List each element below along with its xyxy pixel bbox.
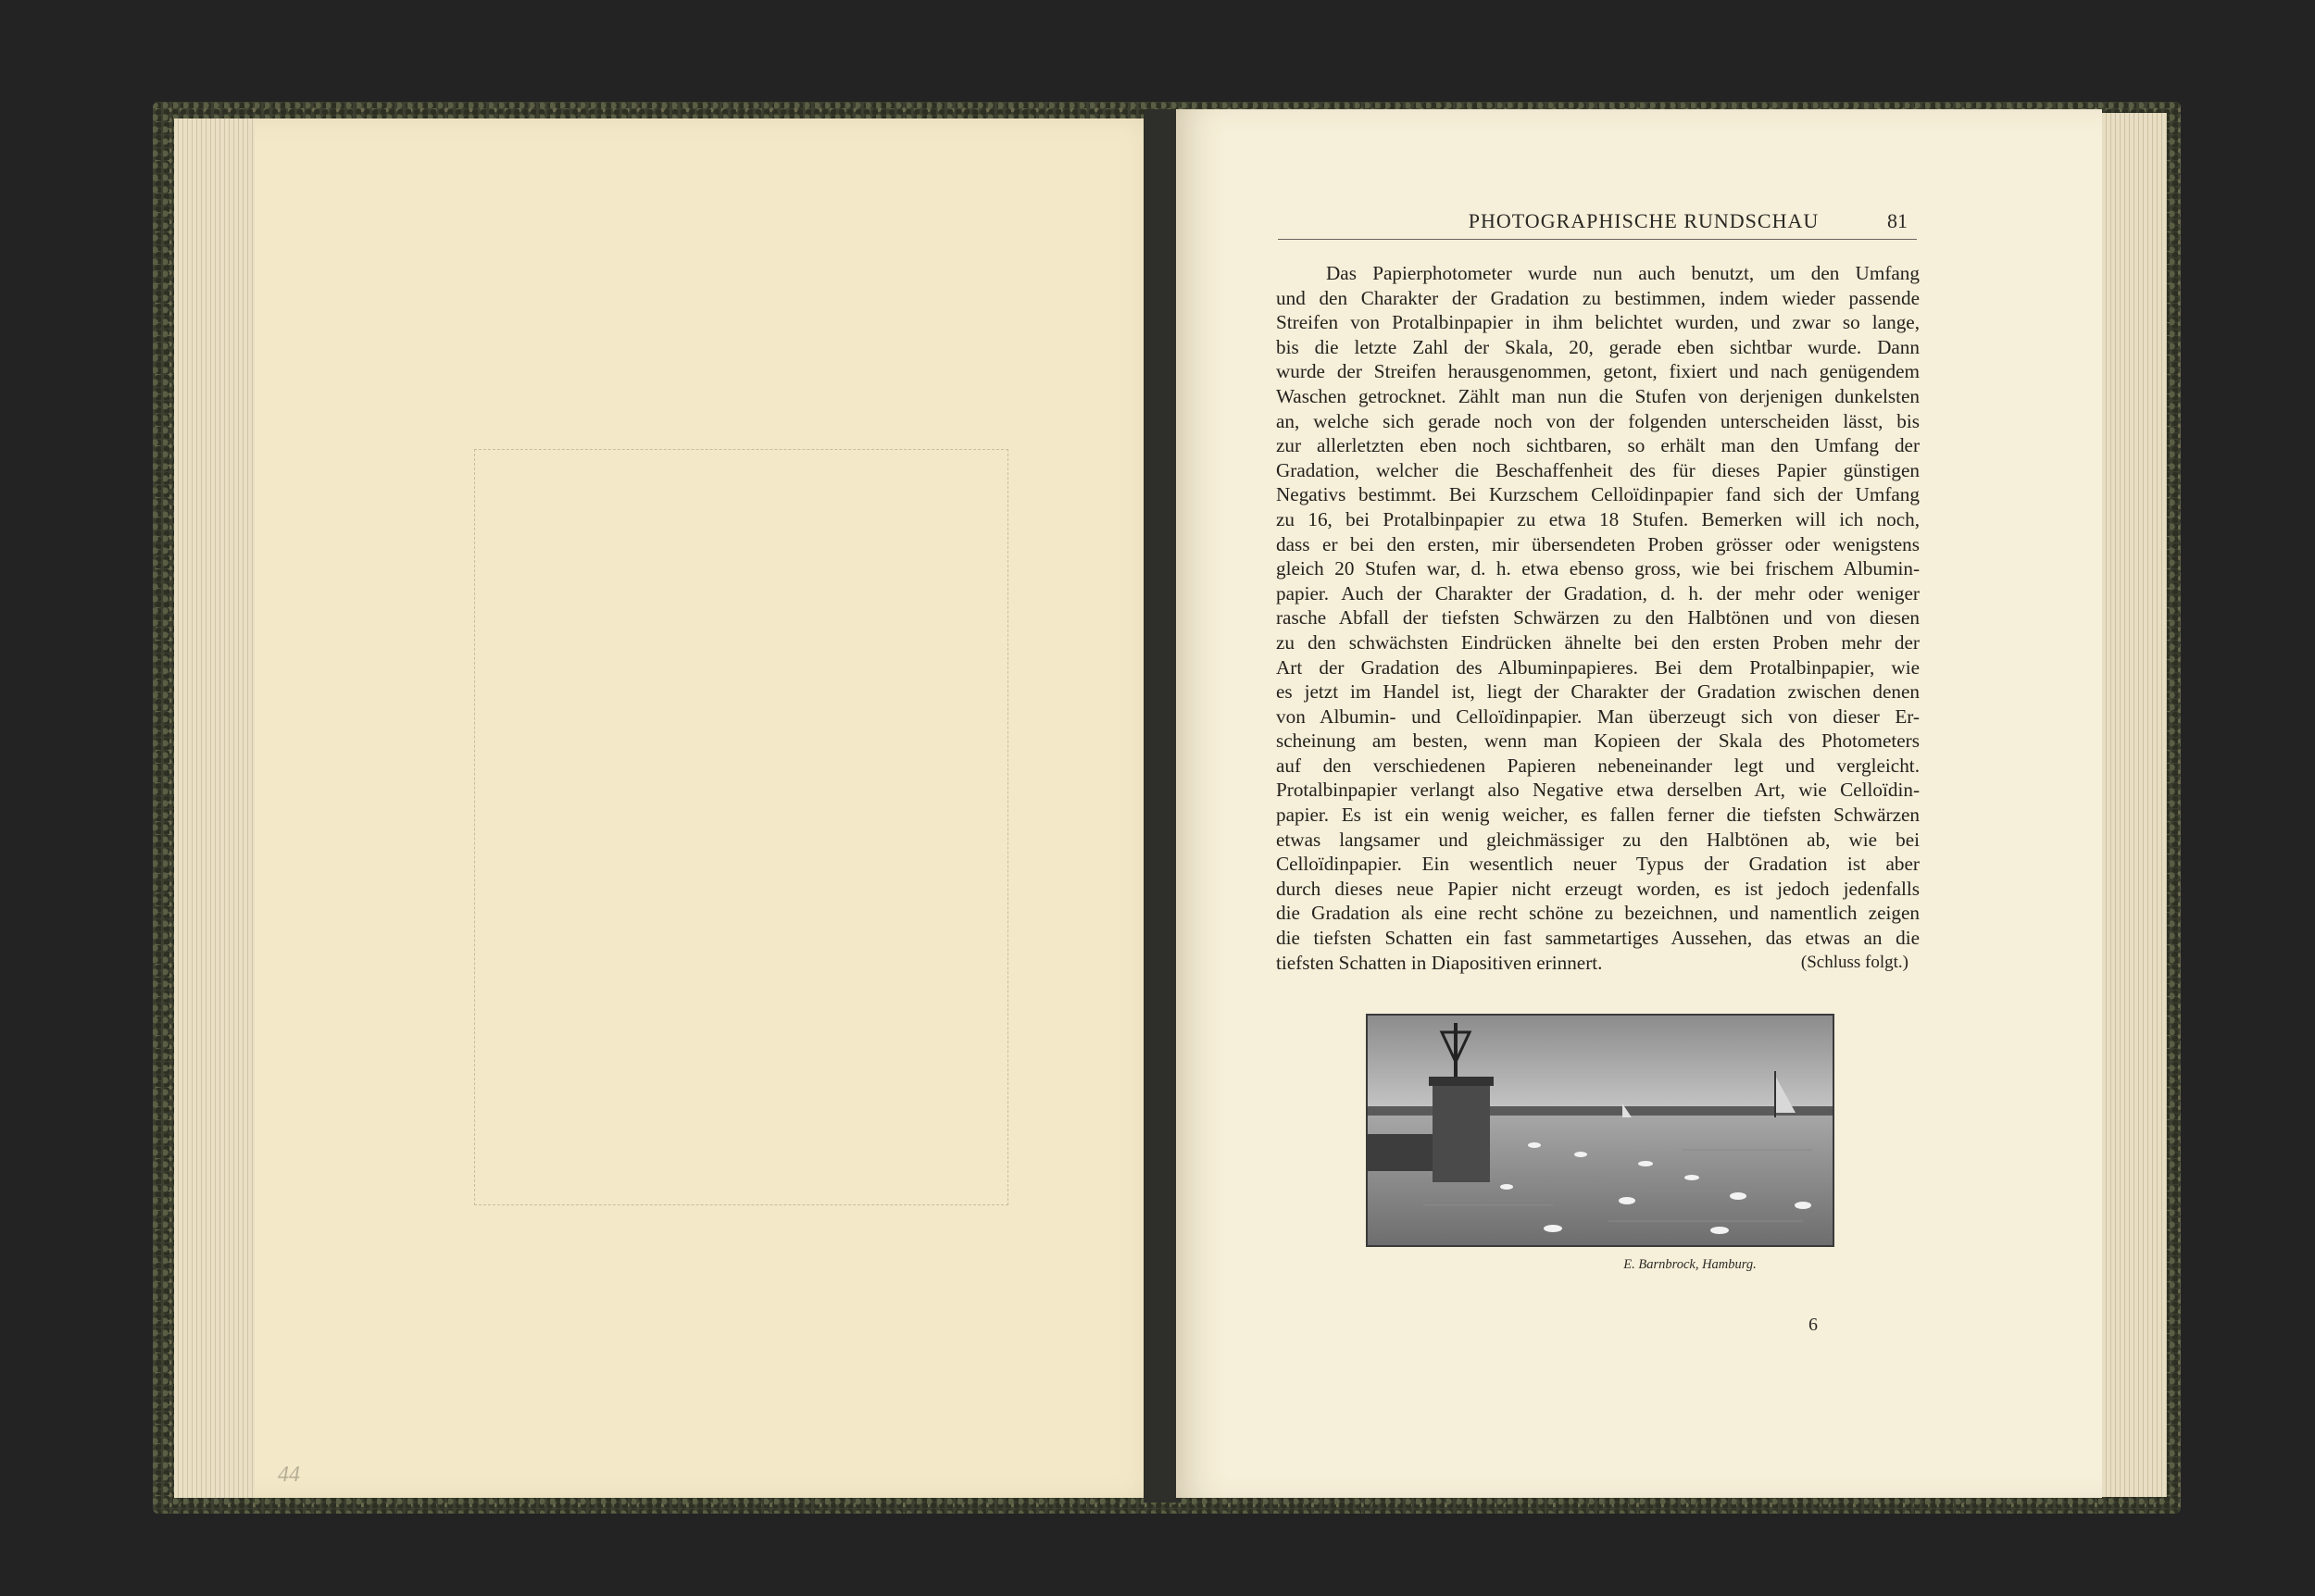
body-line: Celloïdinpapier. Ein wesentlich neuer Typus der Gradation ist aber xyxy=(1276,853,1920,876)
body-line: und den Charakter der Gradation zu bestimmen, indem wieder passende xyxy=(1276,286,1920,309)
running-title: PHOTOGRAPHISCHE RUNDSCHAU xyxy=(1468,209,1820,232)
body-line: Streifen von Protalbinpapier in ihm belichtet wurden, und zwar so lange, xyxy=(1276,311,1920,334)
body-line-last: tiefsten Schatten in Diapositiven erinnert. xyxy=(1276,951,1603,974)
body-line: gleich 20 Stufen war, d. h. etwa ebenso gross, wie bei frischem Albumin- xyxy=(1276,557,1920,580)
body-line: die tiefsten Schatten ein fast sammetartiges Aussehen, das etwas an die xyxy=(1276,927,1920,950)
body-line: bis die letzte Zahl der Skala, 20, gerade eben sichtbar wurde. Dann xyxy=(1276,335,1920,358)
book-gutter xyxy=(1144,109,1181,1502)
signature-number: 6 xyxy=(1808,1315,1818,1335)
body-line: etwas langsamer und gleichmässiger zu den Halbtönen ab, wie bei xyxy=(1276,828,1920,851)
body-line: papier. Es ist ein wenig weicher, es fallen ferner die tiefsten Schwärzen xyxy=(1276,804,1920,827)
body-line: Das Papierphotometer wurde nun auch benutzt, um den Umfang xyxy=(1326,262,1920,284)
body-line: Gradation, welcher die Beschaffenheit des für dieses Papier günstigen xyxy=(1276,458,1920,481)
body-line: zur allerletzten eben noch sichtbaren, so erhält man den Umfang der xyxy=(1276,434,1920,457)
body-line: die Gradation als eine recht schöne zu bezeichnen, und namentlich zeigen xyxy=(1276,902,1920,925)
body-line: wurde der Streifen herausgenommen, getont, fixiert und nach genügendem xyxy=(1276,360,1920,383)
body-line: Protalbinpapier verlangt also Negative etwa derselben Art, wie Celloïdin- xyxy=(1276,779,1920,802)
harbor-photograph xyxy=(1366,1014,1834,1247)
running-head xyxy=(1278,209,1917,240)
body-line: zu den schwächsten Eindrücken ähnelte bei den ersten Proben mehr der xyxy=(1276,630,1920,654)
body-line: es jetzt im Handel ist, liegt der Charakter der Gradation zwischen denen xyxy=(1276,680,1920,704)
photo-credit: E. Barnbrock, Hamburg. xyxy=(1623,1257,1757,1272)
body-line: Waschen getrocknet. Zählt man nun die Stufen von derjenigen dunkelsten xyxy=(1276,384,1920,407)
body-line: papier. Auch der Charakter der Gradation, d. h. der mehr oder weniger xyxy=(1276,581,1920,605)
last-line-row xyxy=(1276,951,1920,976)
pencil-note: 44 xyxy=(278,1463,300,1487)
body-line: scheinung am besten, wenn man Kopieen der Skala des Photometers xyxy=(1276,729,1920,753)
body-line: durch dieses neue Papier nicht erzeugt worden, es ist jedoch jedenfalls xyxy=(1276,877,1920,900)
closing-note: (Schluss folgt.) xyxy=(1800,952,1908,972)
plate-impression xyxy=(474,449,1008,1205)
body-line: an, welche sich gerade noch von der folgenden unterscheiden lässt, bis xyxy=(1276,409,1920,432)
page-stack-left xyxy=(174,118,267,1498)
body-line: von Albumin- und Celloïdinpapier. Man überzeugt sich von dieser Er- xyxy=(1276,704,1920,728)
harbor-photo-image xyxy=(1368,1016,1833,1245)
body-line: zu 16, bei Protalbinpapier zu etwa 18 Stufen. Bemerken will ich noch, xyxy=(1276,507,1920,530)
body-line: rasche Abfall der tiefsten Schwärzen zu den Halbtönen und von diesen xyxy=(1276,606,1920,630)
body-line: auf den verschiedenen Papieren nebeneinander legt und vergleicht. xyxy=(1276,754,1920,777)
body-line: Art der Gradation des Albuminpapieres. Bei dem Protalbinpapier, wie xyxy=(1276,655,1920,679)
body-line: dass er bei den ersten, mir übersendeten Proben grösser oder wenigstens xyxy=(1276,532,1920,555)
body-line: Negativs bestimmt. Bei Kurzschem Celloïdinpapier fand sich der Umfang xyxy=(1276,483,1920,506)
page-number: 81 xyxy=(1887,209,1908,232)
body-text xyxy=(1276,261,1920,975)
